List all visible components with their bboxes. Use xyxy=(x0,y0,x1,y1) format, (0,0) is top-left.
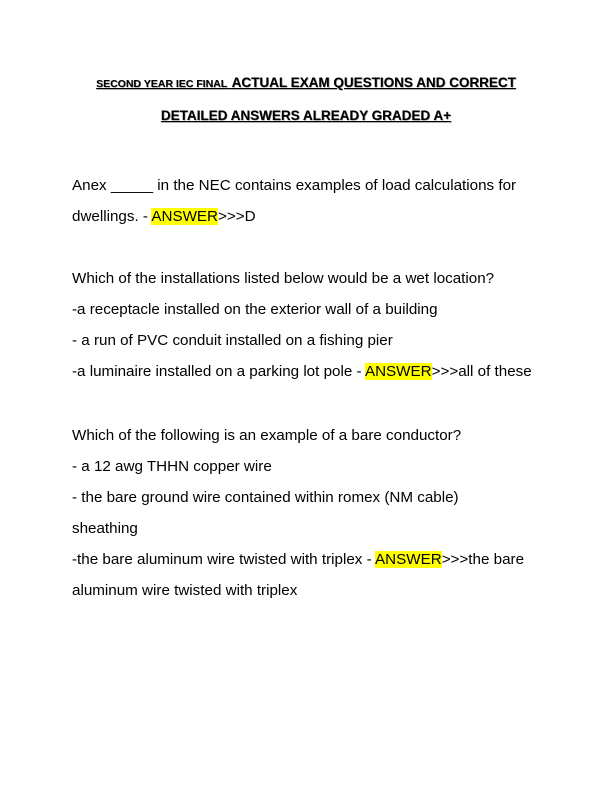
question-2-option: - a run of PVC conduit installed on a fishing pier xyxy=(72,332,393,349)
question-3-answer: >>>the bare xyxy=(441,551,525,568)
question-3-option: - the bare ground wire contained within romex (NM cable) xyxy=(72,489,459,506)
question-1 xyxy=(72,170,552,232)
question-2-answer-line xyxy=(72,356,552,387)
answer-highlight: ANSWER xyxy=(151,208,219,225)
question-1-answer-line xyxy=(72,201,552,232)
question-3-option: - a 12 awg THHN copper wire xyxy=(72,458,272,475)
question-3-last-option: -the bare aluminum wire twisted with triplex - xyxy=(72,551,376,568)
document-title-line-2: DETAILED ANSWERS ALREADY GRADED A+ xyxy=(160,108,452,123)
question-3-answer-continued: aluminum wire twisted with triplex xyxy=(72,582,298,599)
question-2 xyxy=(72,263,552,387)
title-prefix: SECOND YEAR IEC FINAL xyxy=(96,78,228,90)
question-3-text: Which of the following is an example of a bare conductor? xyxy=(72,427,462,444)
question-2-last-option: -a luminaire installed on a parking lot pole - xyxy=(72,363,365,380)
question-3-option: sheathing xyxy=(72,520,138,537)
question-1-text: Anex _____ in the NEC contains examples of load calculations for xyxy=(72,177,517,194)
answer-highlight: ANSWER xyxy=(375,551,442,568)
question-1-text-end: dwellings. - xyxy=(72,208,152,225)
question-2-text: Which of the installations listed below would be a wet location? xyxy=(72,270,495,287)
document-title-line-1 xyxy=(0,74,612,92)
answer-highlight: ANSWER xyxy=(364,363,432,380)
title-main: ACTUAL EXAM QUESTIONS AND CORRECT xyxy=(231,75,516,90)
question-2-option: -a receptacle installed on the exterior wall of a building xyxy=(72,301,438,318)
question-3-answer-line xyxy=(72,544,552,575)
question-2-answer: >>>all of these xyxy=(431,363,532,380)
question-3 xyxy=(72,420,552,606)
question-1-answer: >>>D xyxy=(218,208,256,225)
